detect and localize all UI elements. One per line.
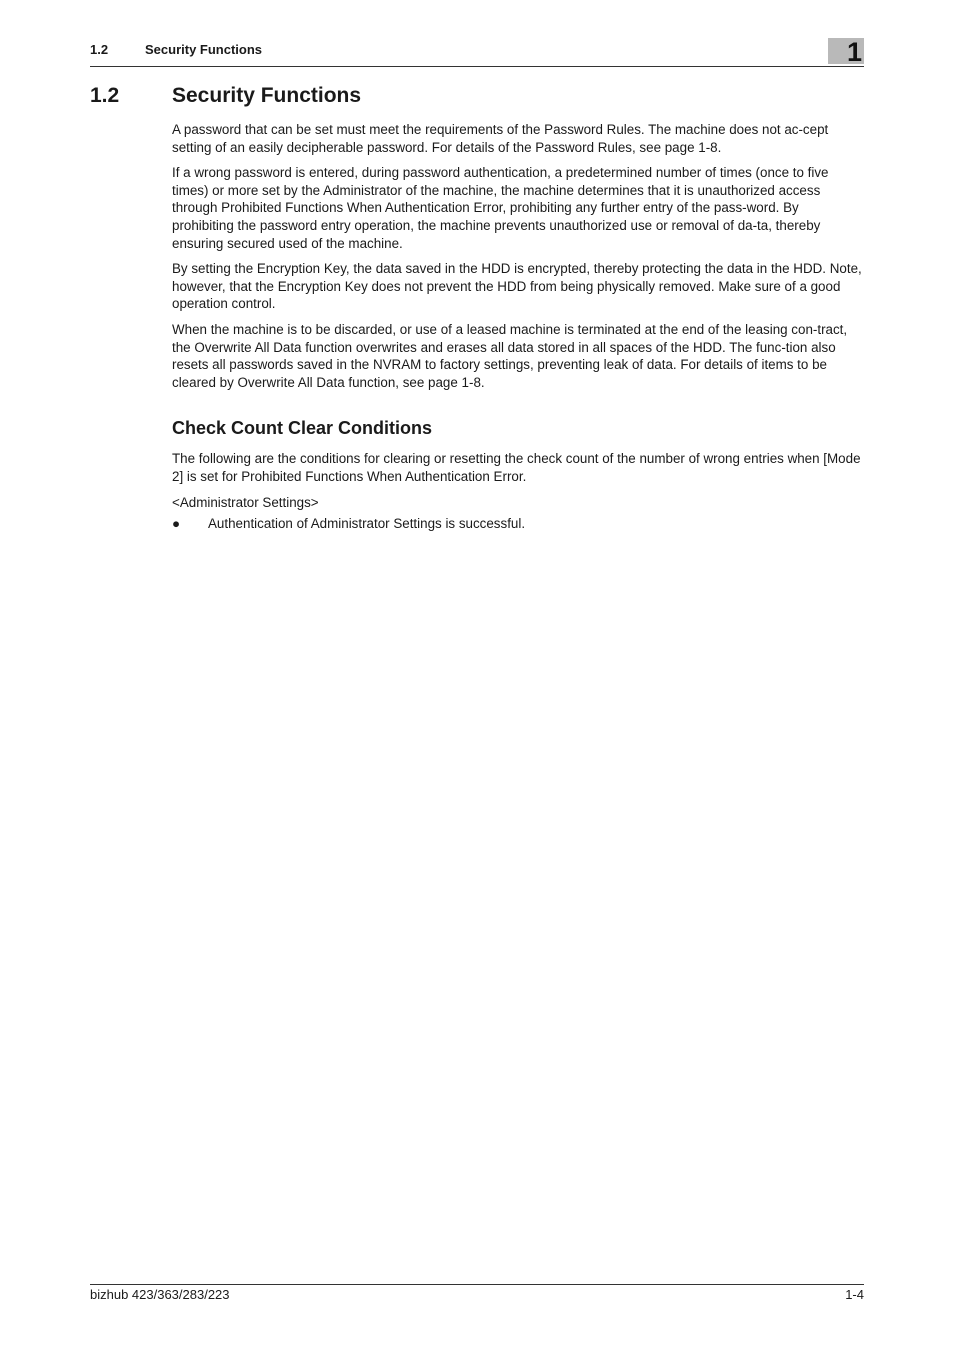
bullet-icon: ● xyxy=(172,516,181,532)
group-label: <Administrator Settings> xyxy=(172,494,319,510)
chapter-tab xyxy=(828,37,864,67)
list-item-text: Authentication of Administrator Settings is successful. xyxy=(208,516,526,532)
section-title: Security Functions xyxy=(172,84,362,107)
page-number: 1-4 xyxy=(845,1287,864,1302)
paragraph-password-rules: A password that can be set must meet the requirements of the Password Rules. The machine does not ac-cept setting of an easily decipherable password. For details of the Password Rules, see page 1-8. xyxy=(172,122,829,155)
paragraph-overwrite-all-data: When the machine is to be discarded, or use of a leased machine is terminated at the end of the leasing con-tract, the Overwrite All Data function overwrites and erases all data stored in all spaces of the HDD. The func-tion also resets all passwords saved in the NVRAM to factory settings, preventing leak of data. For details of items to be cleared by Overwrite All Data function, see page 1-8. xyxy=(172,321,848,390)
header-section-number: 1.2 xyxy=(90,42,109,57)
running-header xyxy=(90,37,864,67)
condition-list xyxy=(172,515,862,533)
footer-model-name: bizhub 423/363/283/223 xyxy=(90,1287,230,1302)
paragraph-wrong-password: If a wrong password is entered, during password authentication, a predetermined number of times (once to five times) or more set by the Administrator of the machine, the machine determines that it is unauthorized access through Prohibited Functions When Authentication Error, prohibiting any further entry of the pass-word. By prohibiting the password entry operation, the machine prevents unauthorized use or removal of da-ta, thereby ensuring secured used of the machine. xyxy=(172,165,829,251)
section-number: 1.2 xyxy=(90,84,120,107)
running-footer xyxy=(90,1284,864,1302)
body-content xyxy=(172,121,862,533)
list-item xyxy=(172,515,862,533)
chapter-number: 1 xyxy=(846,37,862,67)
header-section-title: Security Functions xyxy=(145,42,263,57)
paragraph-encryption-key: By setting the Encryption Key, the data saved in the HDD is encrypted, thereby protecting the data in the HDD. Note, however, that the Encryption Key does not prevent the HDD from being physically removed. Make sure of a good operation control. xyxy=(172,261,862,312)
subsection-intro: The following are the conditions for clearing or resetting the check count of the number of wrong entries when [Mode 2] is set for Prohibited Functions When Authentication Error. xyxy=(172,451,861,484)
subsection-heading: Check Count Clear Conditions xyxy=(172,418,433,439)
